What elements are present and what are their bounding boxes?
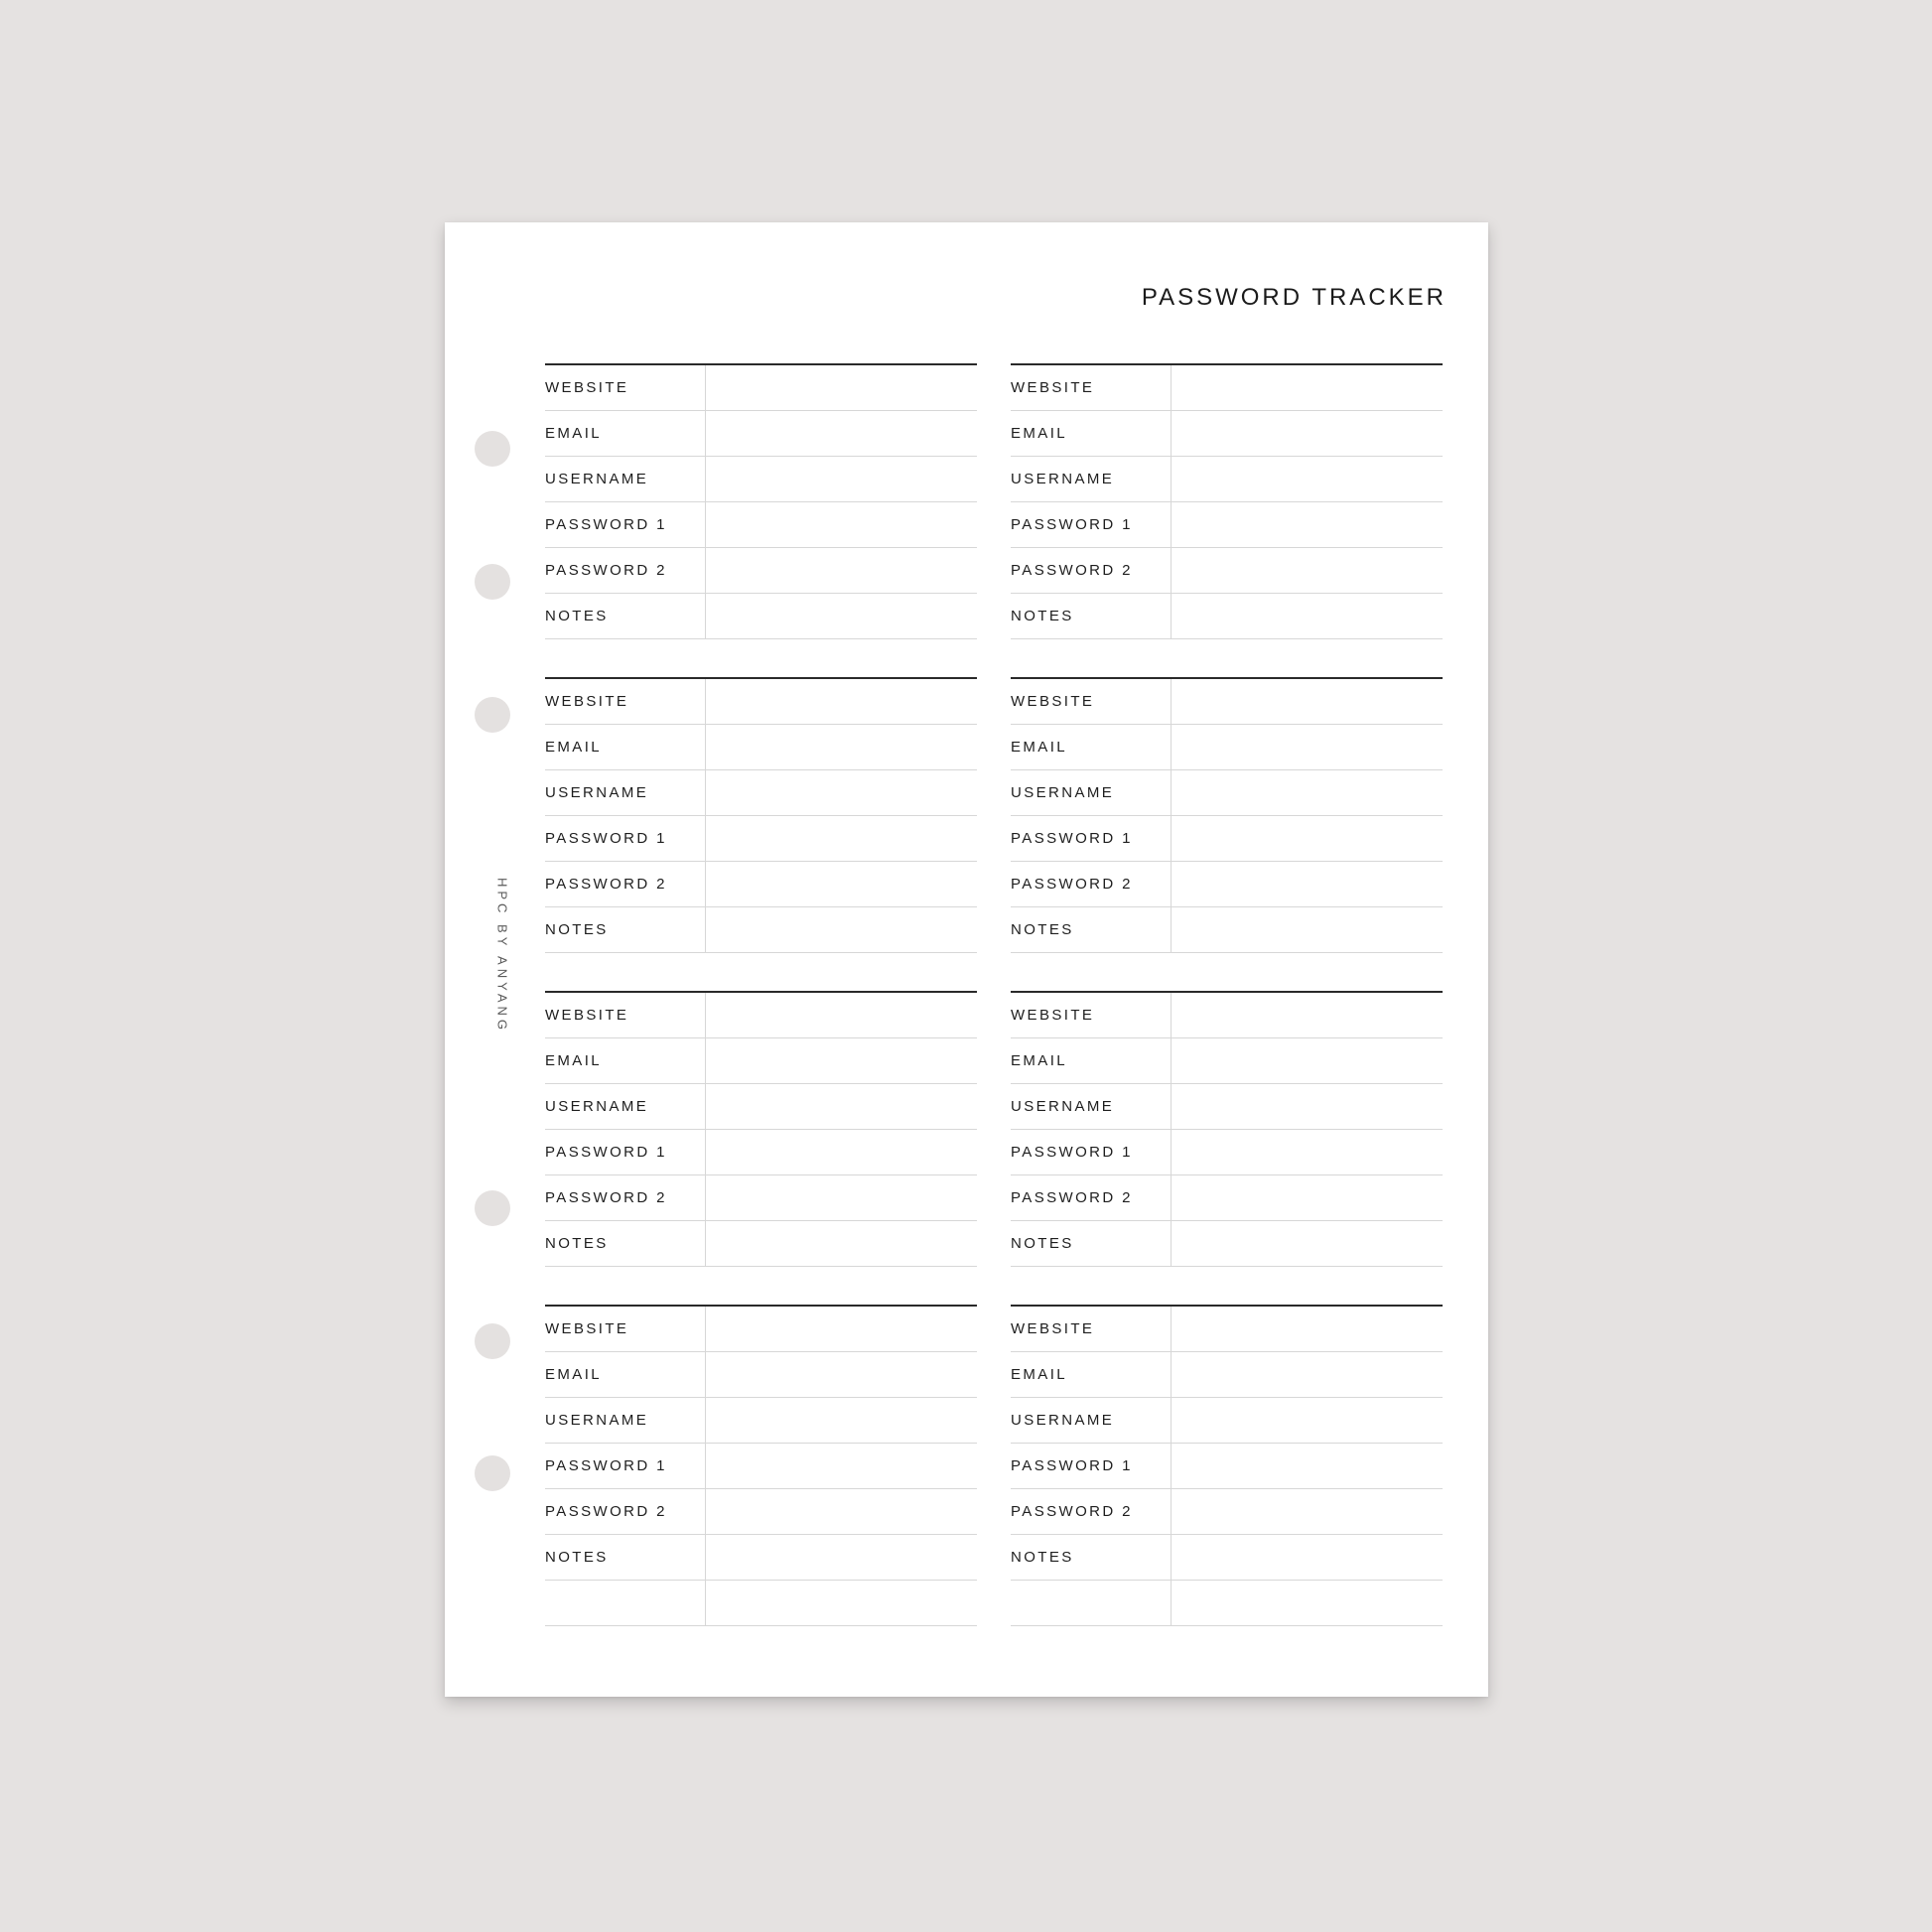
field-label: PASSWORD 1 <box>545 1444 706 1488</box>
field-row <box>1011 770 1443 816</box>
blank-label-cell[interactable] <box>545 1581 706 1625</box>
field-label: PASSWORD 1 <box>1011 1444 1172 1488</box>
password-entry-block <box>545 1305 977 1626</box>
field-entry-space[interactable] <box>1172 679 1443 724</box>
field-row <box>1011 1130 1443 1175</box>
field-row <box>1011 1352 1443 1398</box>
field-label: WEBSITE <box>1011 1307 1172 1351</box>
field-label: USERNAME <box>1011 1398 1172 1443</box>
field-entry-space[interactable] <box>1172 1352 1443 1397</box>
field-row <box>545 1489 977 1535</box>
field-entry-space[interactable] <box>1172 725 1443 769</box>
field-row <box>545 365 977 411</box>
field-label: PASSWORD 2 <box>1011 1175 1172 1220</box>
field-label: PASSWORD 1 <box>1011 1130 1172 1174</box>
field-entry-space[interactable] <box>706 1444 977 1488</box>
field-label: NOTES <box>545 1535 706 1580</box>
field-label: PASSWORD 2 <box>1011 1489 1172 1534</box>
field-row <box>545 457 977 502</box>
field-row <box>545 1398 977 1444</box>
field-row <box>1011 725 1443 770</box>
field-entry-space[interactable] <box>706 548 977 593</box>
field-label: PASSWORD 2 <box>1011 862 1172 906</box>
field-row <box>1011 907 1443 953</box>
password-entry-block <box>545 991 977 1267</box>
field-row <box>1011 365 1443 411</box>
field-entry-space[interactable] <box>706 993 977 1037</box>
field-label: EMAIL <box>545 411 706 456</box>
field-row <box>1011 548 1443 594</box>
field-row <box>1011 457 1443 502</box>
field-entry-space[interactable] <box>1172 1084 1443 1129</box>
field-label: NOTES <box>1011 907 1172 952</box>
field-label: EMAIL <box>1011 1352 1172 1397</box>
field-label: PASSWORD 1 <box>1011 502 1172 547</box>
field-row <box>545 907 977 953</box>
blank-entry-space[interactable] <box>1172 1581 1443 1625</box>
field-entry-space[interactable] <box>706 457 977 501</box>
field-row <box>545 1130 977 1175</box>
password-entry-block <box>1011 1305 1443 1626</box>
field-row <box>545 548 977 594</box>
field-entry-space[interactable] <box>1172 770 1443 815</box>
field-entry-space[interactable] <box>1172 1444 1443 1488</box>
field-entry-space[interactable] <box>1172 1221 1443 1266</box>
field-label: PASSWORD 2 <box>545 548 706 593</box>
field-label: PASSWORD 1 <box>545 1130 706 1174</box>
field-row <box>545 679 977 725</box>
field-entry-space[interactable] <box>706 1175 977 1220</box>
field-label: NOTES <box>545 907 706 952</box>
field-label: USERNAME <box>545 770 706 815</box>
field-label: WEBSITE <box>1011 365 1172 410</box>
field-row <box>545 770 977 816</box>
field-label: EMAIL <box>1011 725 1172 769</box>
field-row <box>545 594 977 639</box>
field-entry-space[interactable] <box>1172 411 1443 456</box>
field-row <box>545 1444 977 1489</box>
field-entry-space[interactable] <box>1172 1398 1443 1443</box>
field-row <box>545 411 977 457</box>
blank-row <box>1011 1581 1443 1626</box>
field-row <box>1011 411 1443 457</box>
field-row <box>1011 1398 1443 1444</box>
field-entry-space[interactable] <box>706 1398 977 1443</box>
field-label: USERNAME <box>545 1398 706 1443</box>
field-entry-space[interactable] <box>706 1084 977 1129</box>
field-entry-space[interactable] <box>1172 594 1443 638</box>
field-entry-space[interactable] <box>706 365 977 410</box>
field-entry-space[interactable] <box>1172 1307 1443 1351</box>
field-row <box>545 993 977 1038</box>
field-row <box>545 1221 977 1267</box>
field-entry-space[interactable] <box>1172 1038 1443 1083</box>
field-label: NOTES <box>1011 594 1172 638</box>
binder-hole-6 <box>475 1455 510 1491</box>
field-entry-space[interactable] <box>706 1307 977 1351</box>
field-label: USERNAME <box>1011 770 1172 815</box>
field-entry-space[interactable] <box>706 1221 977 1266</box>
field-entry-space[interactable] <box>1172 1535 1443 1580</box>
blank-entry-space[interactable] <box>706 1581 977 1625</box>
password-entry-block <box>1011 991 1443 1267</box>
field-entry-space[interactable] <box>1172 993 1443 1037</box>
binder-hole-2 <box>475 564 510 600</box>
field-label: USERNAME <box>545 1084 706 1129</box>
field-label: USERNAME <box>545 457 706 501</box>
password-entry-block <box>1011 363 1443 639</box>
field-entry-space[interactable] <box>706 1130 977 1174</box>
field-entry-space[interactable] <box>706 725 977 769</box>
field-label: WEBSITE <box>1011 679 1172 724</box>
binder-hole-1 <box>475 431 510 467</box>
field-label: WEBSITE <box>545 679 706 724</box>
field-entry-space[interactable] <box>706 594 977 638</box>
field-entry-space[interactable] <box>706 816 977 861</box>
field-row <box>1011 502 1443 548</box>
field-row <box>1011 1444 1443 1489</box>
field-row <box>545 1307 977 1352</box>
field-label: EMAIL <box>545 1038 706 1083</box>
field-label: NOTES <box>1011 1535 1172 1580</box>
brand-text: HPC BY ANYANG <box>494 878 510 1034</box>
field-label: PASSWORD 1 <box>1011 816 1172 861</box>
field-label: WEBSITE <box>1011 993 1172 1037</box>
field-label: WEBSITE <box>545 365 706 410</box>
page-title: PASSWORD TRACKER <box>1141 284 1447 311</box>
field-entry-space[interactable] <box>706 1352 977 1397</box>
blank-label-cell[interactable] <box>1011 1581 1172 1625</box>
field-label: EMAIL <box>1011 1038 1172 1083</box>
field-row <box>1011 1489 1443 1535</box>
field-entry-space[interactable] <box>706 1489 977 1534</box>
field-row <box>1011 816 1443 862</box>
field-label: PASSWORD 2 <box>545 862 706 906</box>
field-entry-space[interactable] <box>1172 862 1443 906</box>
binder-hole-4 <box>475 1190 510 1226</box>
field-entry-space[interactable] <box>1172 1130 1443 1174</box>
binder-hole-5 <box>475 1323 510 1359</box>
field-entry-space[interactable] <box>706 1038 977 1083</box>
field-entry-space[interactable] <box>1172 1489 1443 1534</box>
field-entry-space[interactable] <box>1172 1175 1443 1220</box>
field-entry-space[interactable] <box>1172 457 1443 501</box>
field-row <box>545 1352 977 1398</box>
field-entry-space[interactable] <box>706 679 977 724</box>
field-label: PASSWORD 2 <box>545 1175 706 1220</box>
field-row <box>1011 1175 1443 1221</box>
field-row <box>1011 1535 1443 1581</box>
field-label: NOTES <box>545 594 706 638</box>
binder-hole-3 <box>475 697 510 733</box>
field-row <box>1011 1084 1443 1130</box>
field-label: EMAIL <box>545 725 706 769</box>
field-label: EMAIL <box>545 1352 706 1397</box>
field-label: NOTES <box>545 1221 706 1266</box>
field-entry-space[interactable] <box>706 770 977 815</box>
field-entry-space[interactable] <box>1172 816 1443 861</box>
password-entry-block <box>545 363 977 639</box>
field-label: PASSWORD 1 <box>545 816 706 861</box>
field-entry-space[interactable] <box>706 411 977 456</box>
field-label: PASSWORD 1 <box>545 502 706 547</box>
field-row <box>1011 862 1443 907</box>
field-label: USERNAME <box>1011 457 1172 501</box>
field-row <box>545 1535 977 1581</box>
field-row <box>545 502 977 548</box>
field-entry-space[interactable] <box>1172 365 1443 410</box>
field-entry-space[interactable] <box>1172 907 1443 952</box>
brand-mark <box>490 878 514 1136</box>
field-entry-space[interactable] <box>706 907 977 952</box>
field-label: WEBSITE <box>545 993 706 1037</box>
field-row <box>1011 1038 1443 1084</box>
field-row <box>545 862 977 907</box>
field-label: PASSWORD 2 <box>1011 548 1172 593</box>
field-row <box>545 725 977 770</box>
field-row <box>545 1038 977 1084</box>
field-entry-space[interactable] <box>706 1535 977 1580</box>
field-row <box>1011 594 1443 639</box>
field-row <box>1011 993 1443 1038</box>
field-row <box>1011 1221 1443 1267</box>
field-label: EMAIL <box>1011 411 1172 456</box>
field-label: NOTES <box>1011 1221 1172 1266</box>
field-row <box>1011 679 1443 725</box>
blank-row <box>545 1581 977 1626</box>
field-row <box>545 1175 977 1221</box>
field-row <box>545 816 977 862</box>
field-label: PASSWORD 2 <box>545 1489 706 1534</box>
field-label: USERNAME <box>1011 1084 1172 1129</box>
field-entry-space[interactable] <box>706 502 977 547</box>
field-entry-space[interactable] <box>1172 502 1443 547</box>
planner-sheet <box>445 222 1488 1697</box>
field-entry-space[interactable] <box>706 862 977 906</box>
field-row <box>545 1084 977 1130</box>
password-entry-block <box>1011 677 1443 953</box>
field-entry-space[interactable] <box>1172 548 1443 593</box>
password-entry-block <box>545 677 977 953</box>
field-row <box>1011 1307 1443 1352</box>
field-label: WEBSITE <box>545 1307 706 1351</box>
